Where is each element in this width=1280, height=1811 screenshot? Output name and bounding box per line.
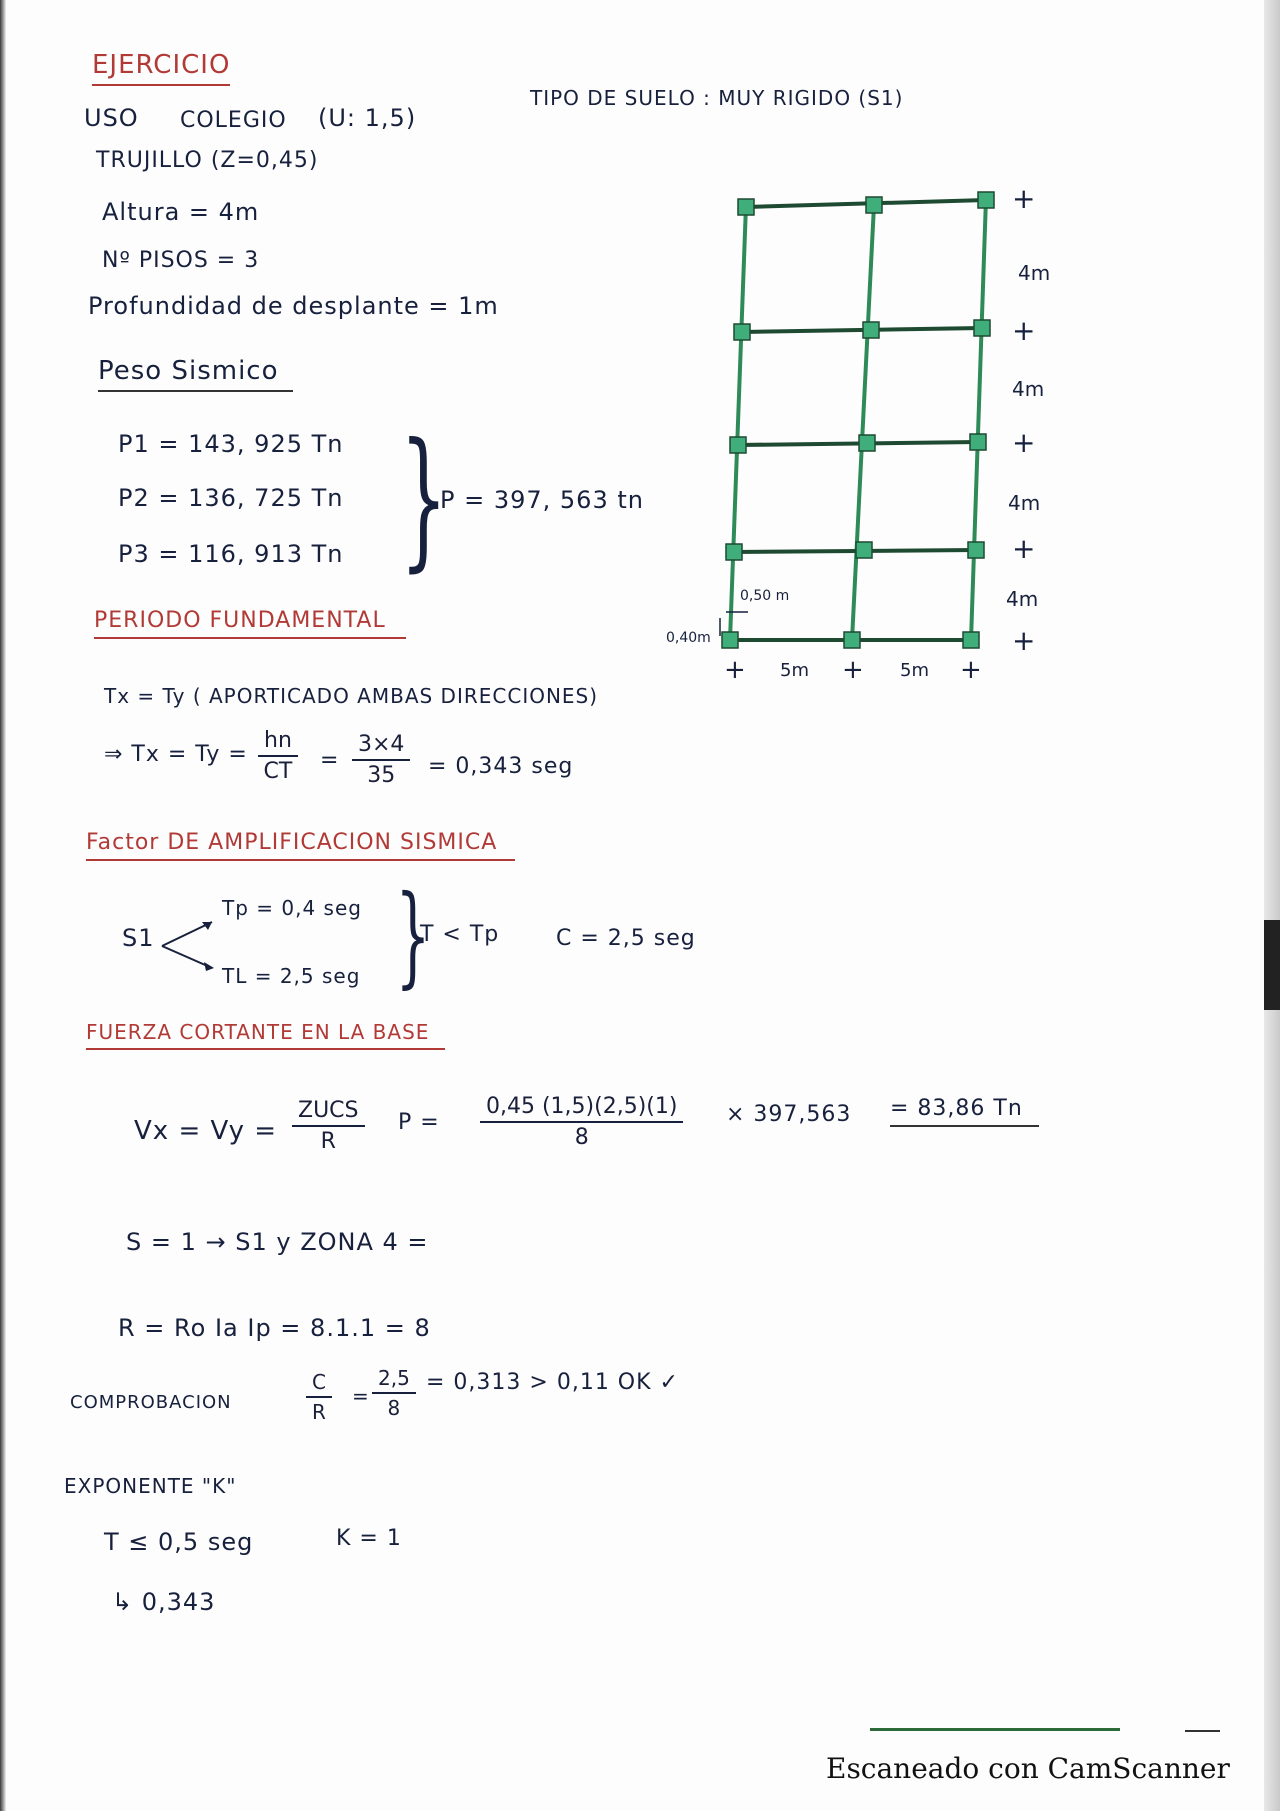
pisos-line: Nº PISOS = 3 <box>102 248 260 273</box>
column-size-040: 0,40m <box>666 630 711 646</box>
story-height-3: 4m <box>1008 491 1041 515</box>
story-height-1: 4m <box>1018 261 1051 285</box>
cortante-lhs: Vx = Vy = <box>134 1116 278 1146</box>
s-line: S = 1 → S1 y ZONA 4 = <box>126 1228 429 1256</box>
frame-beam-level-1 <box>738 442 978 445</box>
node <box>856 542 872 558</box>
node <box>974 320 990 336</box>
periodo-frac2-num: 3×4 <box>352 732 410 761</box>
level-marker: + <box>1012 426 1036 459</box>
footer-rule-short <box>1185 1730 1220 1732</box>
cortante-frac-num: ZUCS <box>292 1098 365 1127</box>
footer-rule <box>870 1728 1120 1731</box>
level-marker: + <box>1012 314 1036 347</box>
frame-column-left <box>730 205 746 640</box>
node <box>734 324 750 340</box>
comprobacion-result: = 0,313 > 0,11 OK ✓ <box>426 1370 679 1395</box>
node <box>738 199 754 215</box>
peso-total: P = 397, 563 tn <box>440 486 644 514</box>
cortante-mult: × 397,563 <box>726 1102 852 1127</box>
periodo-frac2-den: 35 <box>367 763 396 788</box>
span-marker: + <box>724 655 746 685</box>
side-strip <box>1264 920 1280 1010</box>
scan-right-edge <box>1264 0 1280 1811</box>
cortante-frac-den: R <box>320 1129 336 1154</box>
node <box>968 542 984 558</box>
node <box>970 434 986 450</box>
frame-column-right <box>971 198 986 640</box>
cortante-frac2-num: 0,45 (1,5)(2,5)(1) <box>480 1094 683 1123</box>
exponente-k: K = 1 <box>336 1526 402 1551</box>
level-marker-top: + <box>1012 182 1036 215</box>
desplante-line: Profundidad de desplante = 1m <box>88 292 499 320</box>
cortante-title: FUERZA CORTANTE EN LA BASE <box>86 1020 445 1050</box>
uso-label: USO <box>84 104 139 132</box>
frame-beam-base <box>734 550 976 552</box>
periodo-line1: Tx = Ty ( APORTICADO AMBAS DIRECCIONES) <box>104 684 599 708</box>
node <box>978 192 994 208</box>
factor-arrows <box>156 912 226 972</box>
u-factor: (U: 1,5) <box>318 104 417 132</box>
trujillo-z: TRUJILLO (Z=0,45) <box>96 148 319 173</box>
exponente-cond: T ≤ 0,5 seg <box>104 1528 254 1556</box>
frame-nodes <box>722 192 994 648</box>
periodo-title: PERIODO FUNDAMENTAL <box>94 608 406 639</box>
node <box>963 632 979 648</box>
node <box>863 322 879 338</box>
periodo-eq: = <box>320 748 340 773</box>
story-height-4: 4m <box>1006 587 1039 611</box>
node <box>722 632 738 648</box>
scan-left-edge <box>0 0 6 1811</box>
story-height-2: 4m <box>1012 377 1045 401</box>
comprobacion-eq: = <box>352 1384 370 1408</box>
colegio-label: COLEGIO <box>180 108 287 133</box>
camscanner-watermark: Escaneado con CamScanner <box>826 1752 1230 1785</box>
level-marker-bottom: + <box>1012 624 1036 657</box>
exponente-title: EXPONENTE "K" <box>64 1474 237 1498</box>
periodo-fraction-2 <box>352 732 410 788</box>
span-marker: + <box>842 655 864 685</box>
comprobacion-frac2-den: 8 <box>387 1396 401 1420</box>
peso-brace: } <box>399 412 448 586</box>
comprobacion-frac1-num: C <box>306 1370 332 1398</box>
periodo-frac1-den: CT <box>263 759 293 784</box>
node <box>726 544 742 560</box>
factor-cond: T < Tp <box>420 922 500 947</box>
altura-line: Altura = 4m <box>102 198 260 226</box>
frame-diagram <box>640 180 1080 690</box>
span-1: 5m <box>780 660 809 681</box>
comprobacion-frac1-den: R <box>312 1400 326 1424</box>
peso-p2: P2 = 136, 725 Tn <box>118 484 344 512</box>
cortante-result: = 83,86 Tn <box>890 1096 1039 1127</box>
node <box>859 435 875 451</box>
node <box>866 197 882 213</box>
cortante-fraction-2 <box>480 1094 683 1150</box>
comprobacion-label: COMPROBACION <box>70 1392 232 1413</box>
r-line: R = Ro Ia Ip = 8.1.1 = 8 <box>118 1314 431 1342</box>
comprobacion-frac2-num: 2,5 <box>372 1366 416 1394</box>
periodo-result: = 0,343 seg <box>428 754 574 779</box>
comprobacion-fraction-1 <box>306 1370 332 1424</box>
node <box>730 437 746 453</box>
peso-p1: P1 = 143, 925 Tn <box>118 430 344 458</box>
cortante-frac2-den: 8 <box>574 1125 589 1150</box>
node <box>844 632 860 648</box>
span-marker: + <box>960 655 982 685</box>
column-size-050: 0,50 m <box>740 588 790 604</box>
peso-p3: P3 = 116, 913 Tn <box>118 540 344 568</box>
level-marker: + <box>1012 532 1036 565</box>
periodo-fraction-1 <box>258 728 298 784</box>
span-2: 5m <box>900 660 929 681</box>
factor-c: C = 2,5 seg <box>556 926 696 951</box>
exponente-value: ↳ 0,343 <box>112 1588 216 1616</box>
comprobacion-fraction-2 <box>372 1366 416 1420</box>
factor-title: Factor DE AMPLIFICACION SISMICA <box>86 830 515 861</box>
frame-column-middle <box>852 205 874 640</box>
periodo-frac1-num: hn <box>258 728 298 757</box>
factor-brace: } <box>395 871 431 999</box>
factor-tp: Tp = 0,4 seg <box>222 896 362 920</box>
frame-beam-level-2 <box>742 328 982 332</box>
cortante-p: P = <box>398 1110 440 1135</box>
periodo-lhs: ⇒ Tx = Ty = <box>104 742 248 767</box>
factor-s1: S1 <box>122 924 155 952</box>
cortante-fraction-1 <box>292 1098 365 1154</box>
exercise-title: EJERCICIO <box>92 50 230 86</box>
soil-type: TIPO DE SUELO : MUY RIGIDO (S1) <box>530 86 904 110</box>
peso-title: Peso Sismico <box>98 356 293 392</box>
factor-tl: TL = 2,5 seg <box>222 964 361 988</box>
